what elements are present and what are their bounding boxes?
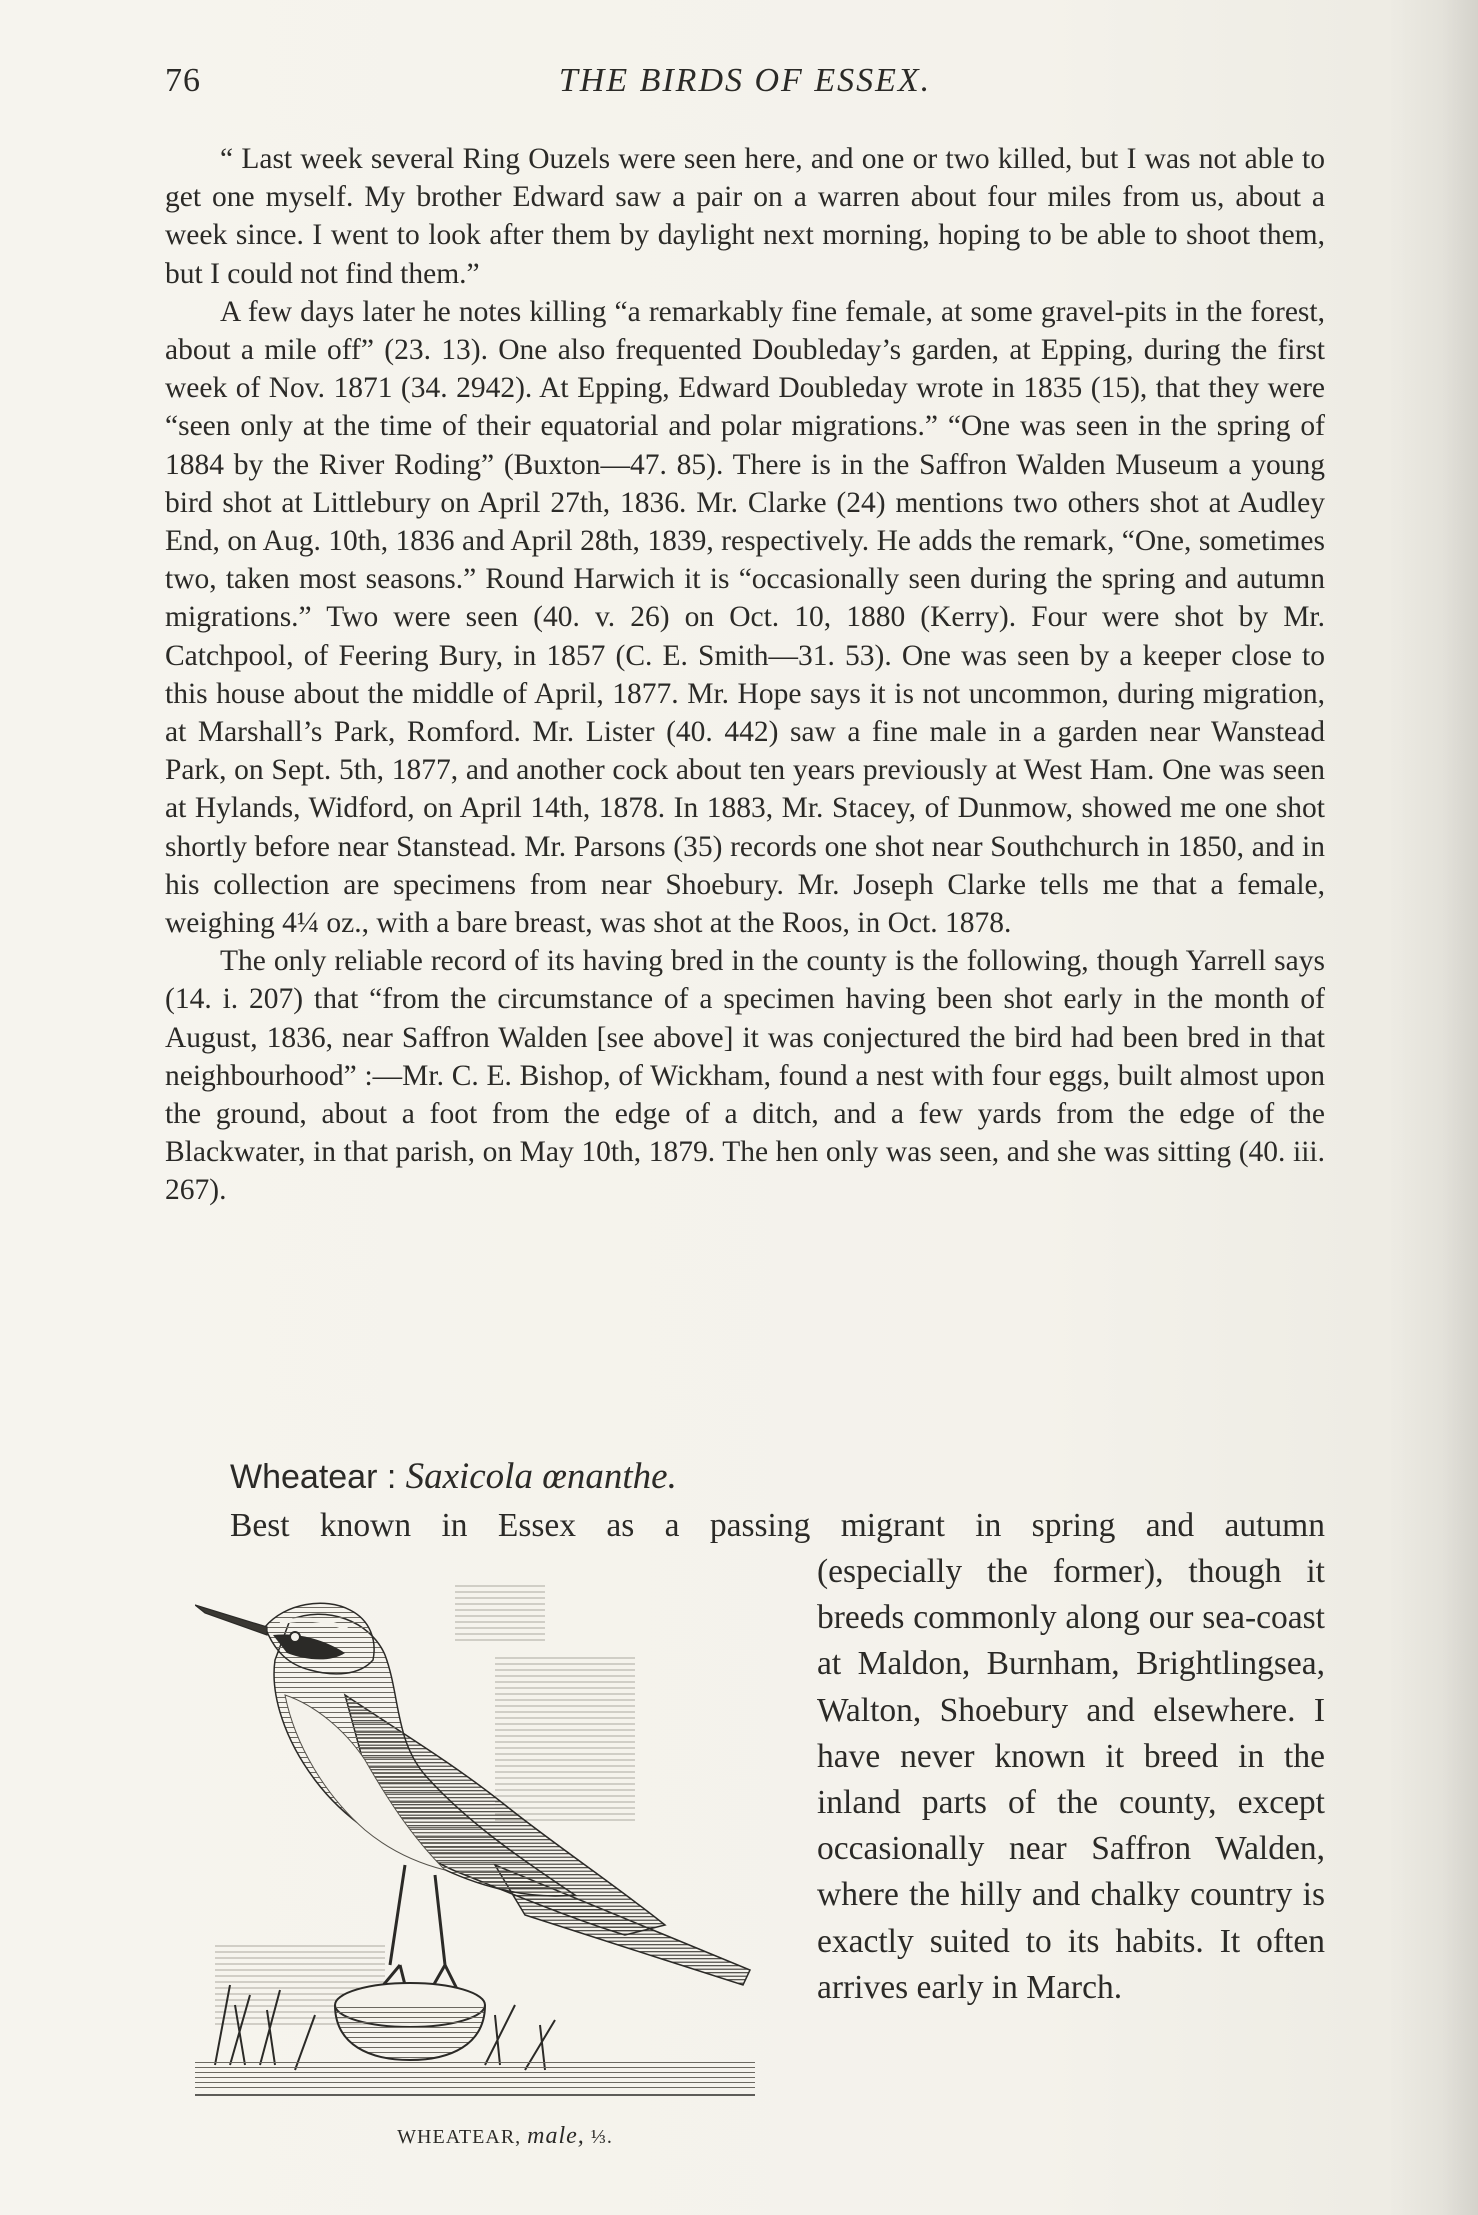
- wheatear-engraving-icon: [195, 1565, 815, 2115]
- paragraph-records: A few days later he notes killing “a remarkably fine female, at some gravel-pits in the forest, about a mile off” (23. 13). One also frequented Doubleday’s garden, at Epping, during the first week of Nov. 1871 (34. 2942). At Epping, Edward Doubleday wrote in 1835 (15), that they were “seen only at the time of their equatorial and polar migrations.” “One was seen in the spring of 1884 by the River Roding” (Buxton—47. 85). There is in the Saffron Walden Museum a young bird shot at Littlebury on April 27th, 1836. Mr. Clarke (24) mentions two others shot at Audley End, on Aug. 10th, 1836 and April 28th, 1839, respectively. He adds the remark, “One, sometimes two, taken most seasons.” Round Harwich it is “occasionally seen during the spring and autumn migrations.” Two were seen (40. v. 26) on Oct. 10, 1880 (Kerry). Four were shot by Mr. Catchpool, of Feering Bury, in 1857 (C. E. Smith—31. 53). One was seen by a keeper close to this house about the middle of April, 1877. Mr. Hope says it is not uncommon, during migration, at Marshall’s Park, Romford. Mr. Lister (40. 442) saw a fine male in a garden near Wanstead Park, on Sept. 5th, 1877, and another cock about ten years previously at West Ham. One was seen at Hylands, Widford, on April 14th, 1878. In 1883, Mr. Stacey, of Dunmow, showed me one shot shortly before near Stanstead. Mr. Parsons (35) records one shot near Southchurch in 1850, and in his collection are specimens from near Shoebury. Mr. Joseph Clarke tells me that a female, weighing 4¼ oz., with a bare breast, was shot at the Roos, in Oct. 1878.: [165, 295, 1325, 940]
- species-common-name: Wheatear :: [230, 1458, 397, 1496]
- body-text: [165, 140, 1325, 1210]
- species-heading: [230, 1455, 677, 1498]
- species-section-wheatear: [165, 1455, 1325, 2175]
- page-edge-shadow: [1388, 0, 1478, 2215]
- page-header: [165, 62, 1325, 122]
- species-intro-line: Best known in Essex as a passing migrant in spring and autumn: [230, 1507, 1325, 1544]
- species-text: (especially the former), though it breeds commonly along our sea-coast at Maldon, Burnham, Brightlingsea, Walton, Shoebury and elsewhere. I have never known it breed in the inland parts of the county, except occasionally near Saffron Walden, where the hilly and chalky country is exactly suited to its habits. It often arrives early in March.: [817, 1553, 1325, 2006]
- caption-scale: ⅓.: [590, 2126, 613, 2148]
- paragraph-breeding: The only reliable record of its having bred in the county is the following, though Yarrell says (14. i. 207) that “from the circumstance of a specimen having been shot early in the month of August, 1836, near Saffron Walden [see above] it was conjectured the bird had been bred in that neighbourhood” :—Mr. C. E. Bishop, of Wickham, found a nest with four eggs, built almost upon the ground, about a foot from the edge of a ditch, and a few yards from the edge of the Blackwater, in that parish, on May 10th, 1879. The hen only was seen, and she was sitting (40. iii. 267).: [165, 945, 1325, 1207]
- wheatear-figure: [195, 1565, 815, 2165]
- species-latin-name: Saxicola œnanthe.: [405, 1456, 677, 1497]
- caption-name: WHEATEAR,: [397, 2126, 522, 2148]
- caption-sex: male,: [527, 2123, 585, 2149]
- paragraph-quote: “ Last week several Ring Ouzels were seen here, and one or two killed, but I was not able to get one myself. My brother Edward saw a pair on a warren about four miles from us, about a week since. I went to look after them by daylight next morning, hoping to be able to shoot them, but I could not find them.”: [165, 143, 1325, 290]
- figure-caption: [195, 2123, 815, 2150]
- running-title: THE BIRDS OF ESSEX.: [558, 62, 932, 99]
- page-number: 76: [165, 62, 201, 99]
